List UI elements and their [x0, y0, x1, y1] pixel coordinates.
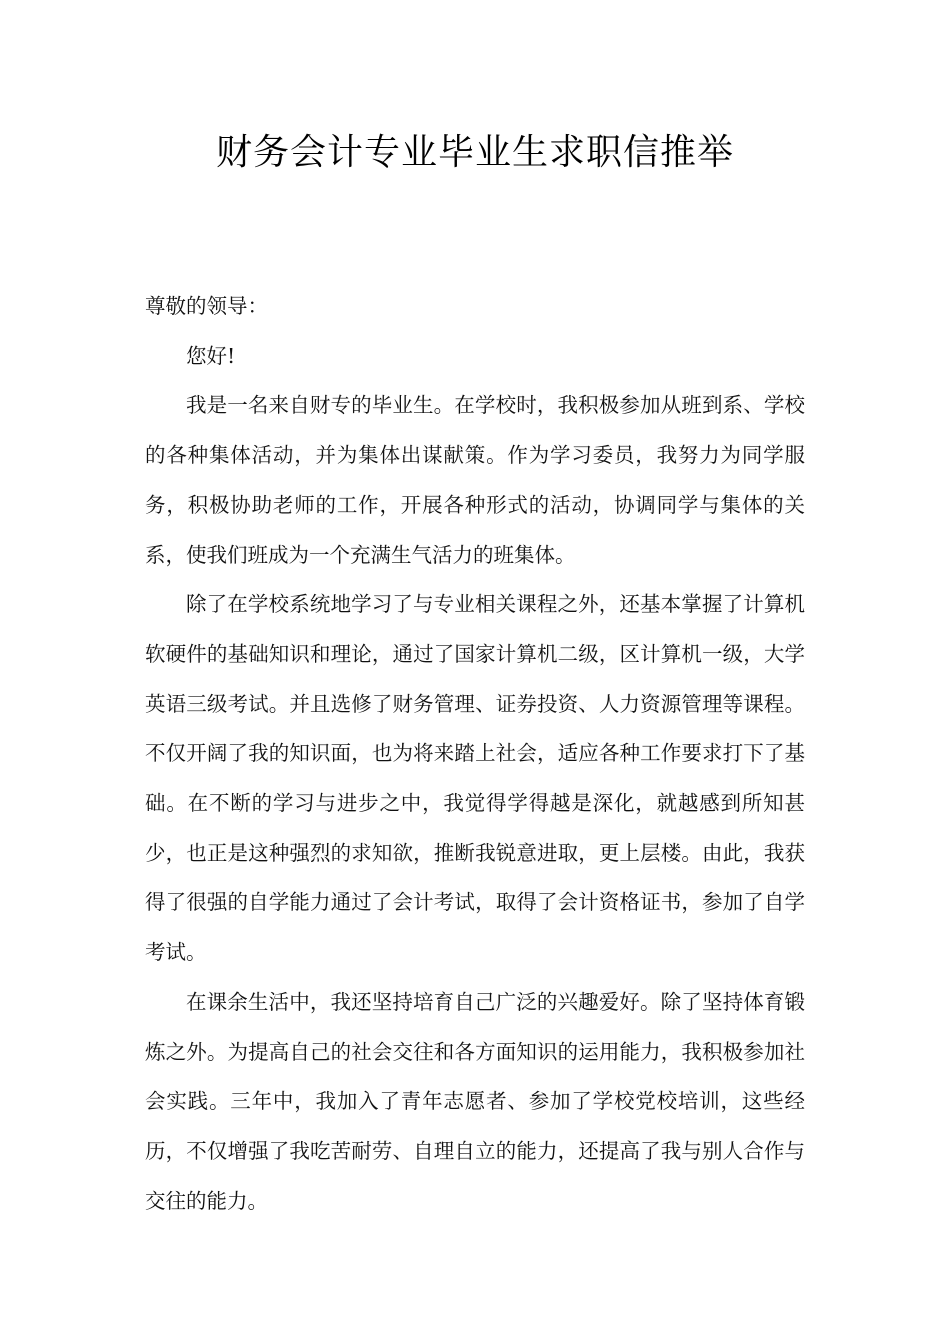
- letter-body: [145, 282, 805, 1226]
- paragraph-1: 我是一名来自财专的毕业生。在学校时，我积极参加从班到系、学校的各种集体活动，并为集体出谋献策。作为学习委员，我努力为同学服务，积极协助老师的工作，开展各种形式的活动，协调同学与集体的关系，使我们班成为一个充满生气活力的班集体。: [145, 393, 805, 567]
- salutation: 尊敬的领导：: [145, 294, 268, 318]
- paragraph-3: 在课余生活中，我还坚持培育自己广泛的兴趣爱好。除了坚持体育锻炼之外。为提高自己的社会交往和各方面知识的运用能力，我积极参加社会实践。三年中，我加入了青年志愿者、参加了学校党校培训，这些经历，不仅增强了我吃苦耐劳、自理自立的能力，还提高了我与别人合作与交往的能力。: [145, 989, 805, 1213]
- greeting: 您好!: [186, 343, 236, 368]
- document-title: 财务会计专业毕业生求职信推举: [215, 132, 734, 173]
- paragraph-2: 除了在学校系统地学习了与专业相关课程之外，还基本掌握了计算机软硬件的基础知识和理论，通过了国家计算机二级，区计算机一级，大学英语三级考试。并且选修了财务管理、证券投资、人力资源管理等课程。不仅开阔了我的知识面，也为将来踏上社会，适应各种工作要求打下了基础。在不断的学习与进步之中，我觉得学得越是深化，就越感到所知甚少，也正是这种强烈的求知欲，推断我锐意进取，更上层楼。由此，我获得了很强的自学能力通过了会计考试，取得了会计资格证书，参加了自学考试。: [145, 592, 805, 965]
